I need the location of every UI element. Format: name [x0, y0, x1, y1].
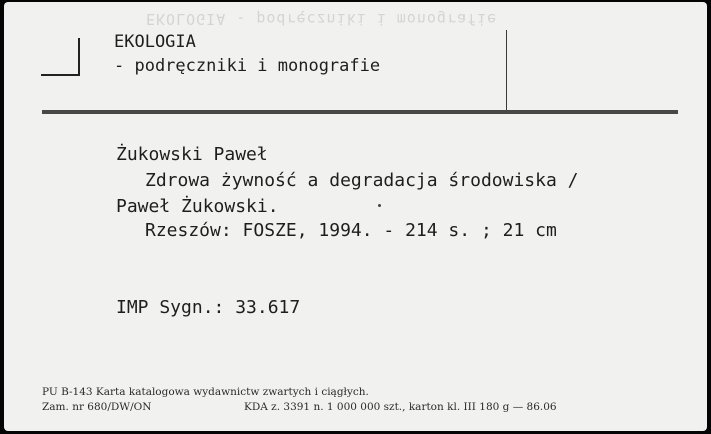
show-through-text: EKOLOGIA - podręczniki i monografie [146, 10, 498, 28]
subject-heading-subtitle: - podręczniki i monografie [114, 56, 381, 76]
ink-speck [378, 204, 381, 207]
call-number: IMP Sygn.: 33.617 [116, 297, 301, 318]
subject-heading-title: EKOLOGIA [114, 32, 196, 52]
entry-responsibility: Paweł Żukowski. [116, 196, 279, 217]
footer-print-info: KDA z. 3391 n. 1 000 000 szt., karton kl. III 180 g — 86.06 [244, 401, 557, 413]
header-rule [42, 110, 678, 114]
catalog-card [4, 2, 707, 431]
footer-order-number: Zam. nr 680/DW/ON [42, 401, 152, 413]
corner-mark-horizontal [41, 74, 80, 76]
entry-author: Żukowski Paweł [116, 144, 268, 165]
entry-publication: Rzeszów: FOSZE, 1994. - 214 s. ; 21 cm [145, 220, 557, 241]
entry-title: Zdrowa żywność a degradacja środowiska / [145, 170, 579, 191]
corner-mark-vertical [78, 38, 80, 76]
header-divider [506, 30, 507, 110]
footer-form-line: PU B-143 Karta katalogowa wydawnictw zwartych i ciągłych. [42, 386, 369, 398]
